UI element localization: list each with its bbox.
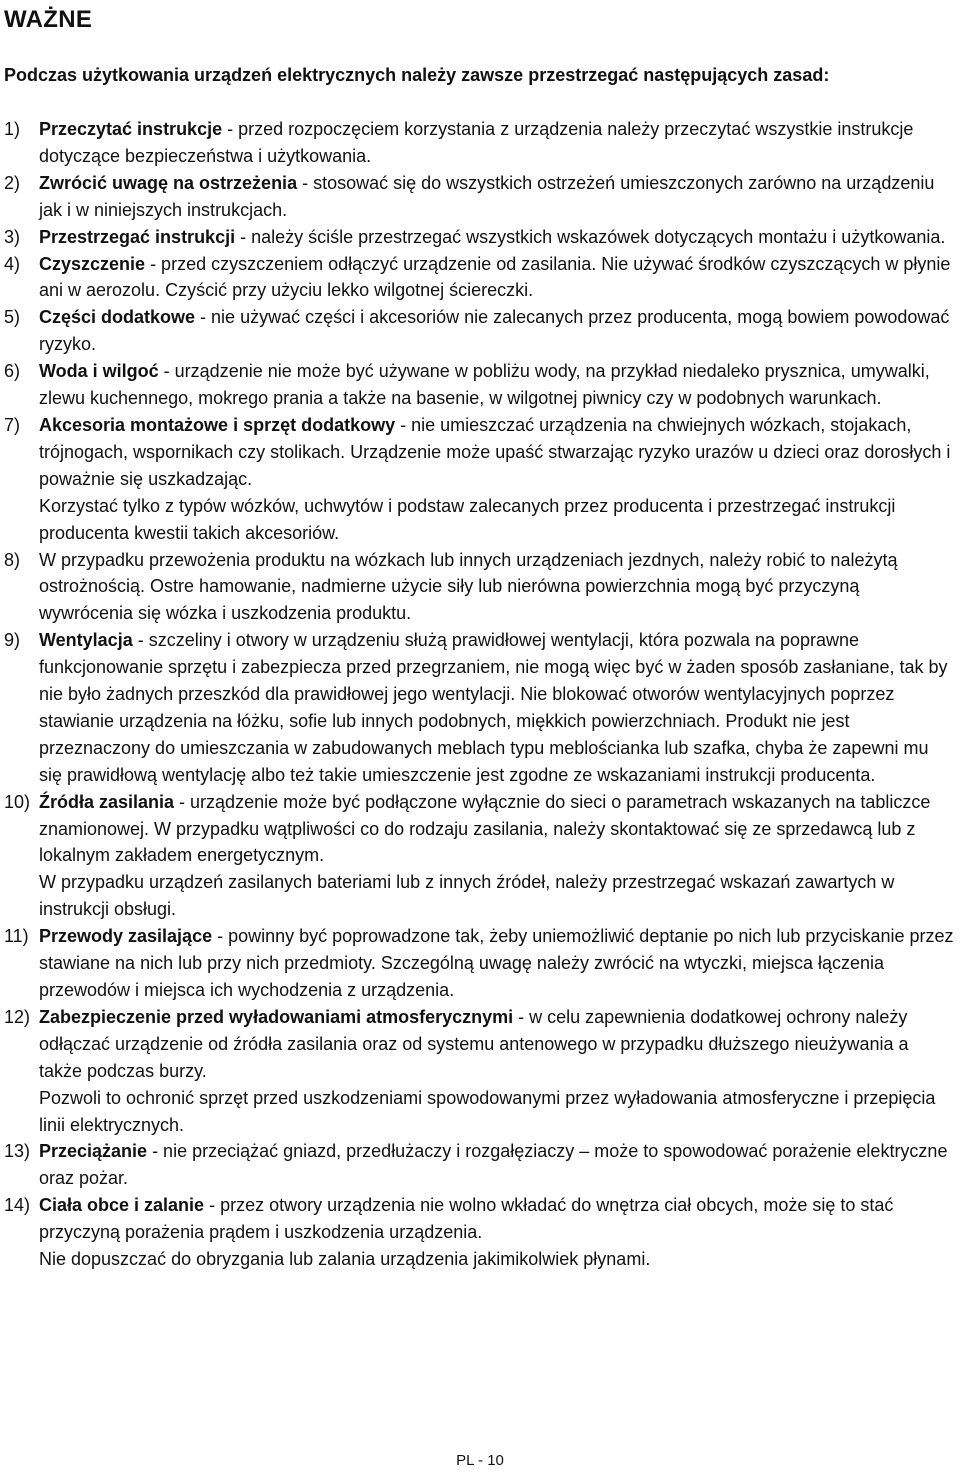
- item-number: 8): [4, 549, 21, 570]
- item-number: 12): [4, 1006, 31, 1027]
- item-number: 6): [4, 361, 21, 382]
- item-text: - stosować się do wszystkich ostrzeżeń umieszczonych zarówno na urządzeniu jak i w niniejszych instrukcjach.: [39, 172, 935, 220]
- item-text: - w celu zapewnienia dodatkowej ochrony należy odłączać urządzenie od źródła zasilania oraz od systemu antenowego w przypadku dłuższego nieużywania a także podczas burzy.: [39, 1006, 909, 1081]
- list-item: [0, 224, 960, 251]
- item-term: Źródła zasilania: [39, 791, 175, 812]
- item-extra-text: W przypadku urządzeń zasilanych bateriami lub z innych źródeł, należy przestrzegać wskazań zawartych w instrukcji obsługi.: [39, 872, 895, 920]
- item-term: Czyszczenie: [39, 253, 146, 274]
- item-number: 10): [4, 791, 31, 812]
- page-title: WAŻNE: [4, 6, 93, 33]
- list-item: [0, 412, 960, 547]
- list-item: [0, 627, 960, 788]
- item-text: - nie używać części i akcesoriów nie zalecanych przez producenta, mogą bowiem powodować ryzyko.: [39, 307, 950, 355]
- item-number: 13): [4, 1141, 31, 1162]
- item-term: Zwrócić uwagę na ostrzeżenia: [39, 172, 298, 193]
- item-number: 4): [4, 253, 21, 274]
- list-item: [0, 358, 960, 412]
- item-text: - urządzenie nie może być używane w pobliżu wody, na przykład niedaleko prysznica, umywalki, zlewu kuchennego, mokrego prania a także na basenie, w wilgotnej piwnicy czy w podobnych warunkach.: [39, 361, 930, 409]
- item-text: - należy ściśle przestrzegać wszystkich wskazówek dotyczących montażu i użytkowania.: [235, 226, 946, 247]
- list-item: [0, 923, 960, 1004]
- safety-instructions-list: [0, 116, 960, 1273]
- intro-text: Podczas użytkowania urządzeń elektrycznych należy zawsze przestrzegać następujących zasad:: [4, 65, 830, 85]
- item-number: 14): [4, 1195, 31, 1216]
- list-item: [0, 170, 960, 224]
- item-extra-text: Korzystać tylko z typów wózków, uchwytów i podstaw zalecanych przez producenta i przestrzegać instrukcji producenta kwestii takich akcesoriów.: [39, 495, 896, 543]
- list-item: [0, 1004, 960, 1139]
- item-extra-text: Nie dopuszczać do obryzgania lub zalania urządzenia jakimikolwiek płynami.: [39, 1249, 651, 1270]
- item-number: 11): [4, 926, 29, 947]
- item-text: - nie przeciążać gniazd, przedłużaczy i rozgałęziaczy – może to spowodować porażenie elektryczne oraz pożar.: [39, 1141, 948, 1189]
- item-number: 7): [4, 414, 21, 435]
- list-item: [0, 116, 960, 170]
- page-number: PL - 10: [456, 1452, 504, 1469]
- item-term: Przeciążanie: [39, 1141, 148, 1162]
- item-term: Wentylacja: [39, 630, 133, 651]
- item-extra-text: Pozwoli to ochronić sprzęt przed uszkodzeniami spowodowanymi przez wyładowania atmosferyczne i przepięcia linii elektrycznych.: [39, 1087, 936, 1135]
- item-term: Zabezpieczenie przed wyładowaniami atmosferycznymi: [39, 1006, 514, 1027]
- list-item: [0, 1138, 960, 1192]
- item-term: Przeczytać instrukcje: [39, 119, 223, 139]
- item-term: Przestrzegać instrukcji: [39, 226, 236, 247]
- item-text: - przez otwory urządzenia nie wolno wkładać do wnętrza ciał obcych, może się to stać przyczyną porażenia prądem i uszkodzenia urządzenia.: [39, 1195, 894, 1243]
- item-number: 1): [4, 119, 21, 139]
- list-item: [0, 1192, 960, 1273]
- item-text: - przed czyszczeniem odłączyć urządzenie od zasilania. Nie używać środków czyszczących w płynie ani w aerozolu. Czyścić przy użyciu lekko wilgotnej ściereczki.: [39, 253, 951, 301]
- item-number: 5): [4, 307, 21, 328]
- list-item: [0, 789, 960, 924]
- item-text: - nie umieszczać urządzenia na chwiejnych wózkach, stojakach, trójnogach, wspornikach czy stolikach. Urządzenie może upaść stwarzając ryzyko urazów u dzieci oraz dorosłych i poważnie się uszkadzając.: [39, 414, 951, 489]
- item-term: Ciała obce i zalanie: [39, 1195, 205, 1216]
- item-term: Przewody zasilające: [39, 926, 213, 947]
- item-term: Woda i wilgoć: [39, 361, 159, 382]
- list-item: [0, 251, 960, 305]
- item-number: 2): [4, 172, 21, 193]
- item-text: W przypadku przewożenia produktu na wózkach lub innych urządzeniach jezdnych, należy robić to należytą ostrożnością. Ostre hamowanie, nadmierne użycie siły lub nierówna powierzchnia mogą być przyczyną wywrócenia się wózka i uszkodzenia produktu.: [39, 549, 898, 624]
- item-text: - urządzenie może być podłączone wyłącznie do sieci o parametrach wskazanych na tabliczce znamionowej. W przypadku wątpliwości co do rodzaju zasilania, należy skontaktować się ze sprzedawcą lub z lokalnym zakładem energetycznym.: [39, 791, 931, 866]
- list-item: [0, 304, 960, 358]
- item-text: - szczeliny i otwory w urządzeniu służą prawidłowej wentylacji, która pozwala na poprawne funkcjonowanie sprzętu i zabezpiecza przed przegrzaniem, nie mogą więc być w żaden sposób zasłaniane, tak by nie było żadnych przeszkód dla prawidłowej jego wentylacji. Nie blokować otworów wentylacyjnych poprzez stawianie urządzenia na łóżku, sofie lub innych podobnych, miękkich powierzchniach. Produkt nie jest przeznaczony do umieszczania w zabudowanych meblach typu meblościanka lub szafka, chyba że zapewni mu się prawidłową wentylację albo też takie umieszczenie jest zgodne ze wskazaniami instrukcji producenta.: [39, 630, 948, 785]
- item-text: - powinny być poprowadzone tak, żeby uniemożliwić deptanie po nich lub przyciskanie przez stawiane na nich lub przy nich przedmioty. Szczególną uwagę należy zwrócić na wtyczki, miejsca łączenia przewodów i miejsca ich wychodzenia z urządzenia.: [39, 926, 954, 1000]
- list-item: [0, 547, 960, 628]
- item-number: 3): [4, 226, 21, 247]
- item-text: - przed rozpoczęciem korzystania z urządzenia należy przeczytać wszystkie instrukcje dotyczące bezpieczeństwa i użytkowania.: [39, 119, 914, 166]
- item-term: Akcesoria montażowe i sprzęt dodatkowy: [39, 414, 396, 435]
- item-number: 9): [4, 630, 21, 651]
- item-term: Części dodatkowe: [39, 307, 196, 328]
